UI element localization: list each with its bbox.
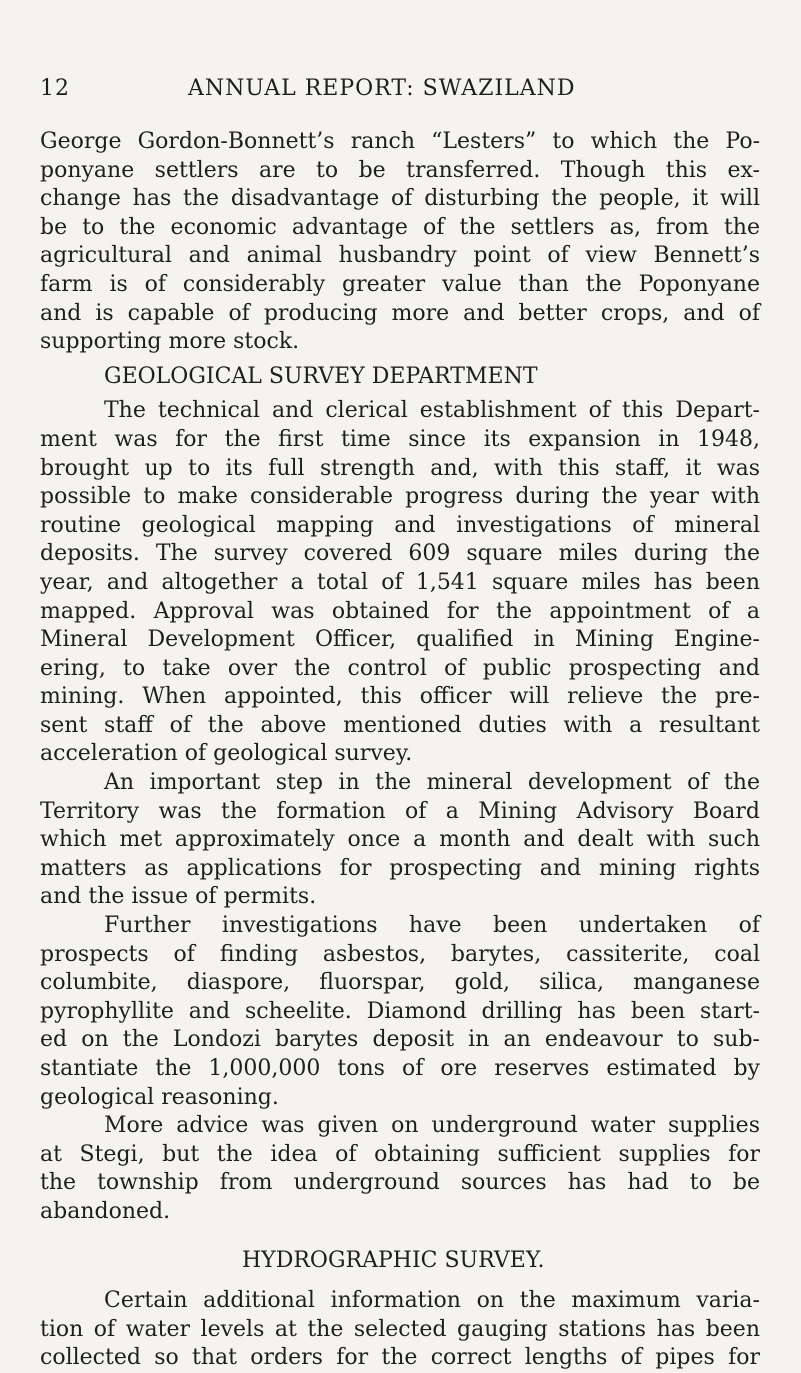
paragraph-mining-board (40, 769, 760, 912)
text-line: ment was for the first time since its expansion in 1948, (40, 426, 760, 452)
text-line: mapped. Approval was obtained for the appointment of a (40, 598, 760, 624)
paragraph-establishment (40, 397, 760, 769)
text-line: which met approximately once a month and dealt with such (40, 827, 760, 853)
text-line: pyrophyllite and scheelite. Diamond drilling has been start- (40, 998, 760, 1024)
page-number: 12 (40, 76, 70, 101)
text-line: tion of water levels at the selected gauging stations has been (40, 1316, 760, 1342)
text-line: columbite, diaspore, fluorspar, gold, silica, manganese (40, 970, 760, 996)
paragraph-water-supplies (40, 1112, 760, 1226)
text-line: sent staff of the above mentioned duties with a resultant (40, 712, 760, 738)
text-line: The technical and clerical establishment of this Depart- (104, 398, 760, 424)
text-line: change has the disadvantage of disturbing the people, it will (40, 186, 760, 212)
text-line: the township from underground sources has had to be (40, 1170, 760, 1196)
text-line: ering, to take over the control of public prospecting and (40, 655, 760, 681)
paragraph-ranch-transfer (40, 128, 760, 357)
text-line: stantiate the 1,000,000 tons of ore reserves estimated by (40, 1056, 760, 1081)
text-line: matters as applications for prospecting and mining rights (40, 855, 760, 881)
body-text (40, 128, 760, 1373)
text-line: Further investigations have been undertaken of (104, 913, 760, 939)
running-head: ANNUAL REPORT: SWAZILAND (188, 76, 576, 101)
text-line: supporting more stock. (40, 329, 300, 355)
text-line: farm is of considerably greater value than the Poponyane (40, 271, 760, 297)
text-line: collected so that orders for the correct lengths of pipes for (40, 1345, 760, 1371)
text-line: possible to make considerable progress during the year with (40, 484, 760, 510)
text-line: agricultural and animal husbandry point of view Bennett’s (40, 243, 760, 269)
text-line: be to the economic advantage of the settlers as, from the (40, 214, 760, 240)
text-line: abandoned. (40, 1198, 171, 1224)
text-line: geological reasoning. (40, 1084, 279, 1110)
text-line: and the issue of permits. (40, 884, 317, 910)
text-line: ed on the Londozi barytes deposit in an endeavour to sub- (40, 1027, 760, 1053)
text-line: George Gordon-Bonnett’s ranch “Lesters” to which the Po- (40, 129, 760, 154)
text-line: Certain additional information on the maximum varia- (104, 1288, 760, 1314)
section-heading-geological-survey: GEOLOGICAL SURVEY DEPARTMENT (104, 363, 538, 389)
text-line: brought up to its full strength and, with this staff, it was (40, 455, 760, 481)
text-line: mining. When appointed, this officer will relieve the pre- (40, 684, 760, 710)
text-line: Territory was the formation of a Mining Advisory Board (40, 798, 760, 824)
text-line: Mineral Development Officer, qualified in Mining Engine- (40, 627, 760, 653)
paragraph-hydrographic (40, 1287, 760, 1373)
text-line: More advice was given on underground water supplies (104, 1113, 760, 1139)
text-line: acceleration of geological survey. (40, 741, 413, 767)
text-line: routine geological mapping and investigations of mineral (40, 512, 760, 538)
section-heading-hydrographic-survey: HYDROGRAPHIC SURVEY. (242, 1247, 545, 1273)
text-line: prospects of finding asbestos, barytes, cassiterite, coal (40, 941, 760, 967)
paragraph-investigations (40, 912, 760, 1112)
text-line: ponyane settlers are to be transferred. Though this ex- (40, 157, 760, 183)
text-line: An important step in the mineral development of the (104, 770, 760, 796)
page-header (40, 76, 741, 106)
text-line: deposits. The survey covered 609 square miles during the (40, 541, 760, 567)
text-line: at Stegi, but the idea of obtaining sufficient supplies for (40, 1141, 760, 1167)
text-line: and is capable of producing more and better crops, and of (40, 300, 760, 326)
text-line: year, and altogether a total of 1,541 square miles has been (40, 569, 760, 595)
